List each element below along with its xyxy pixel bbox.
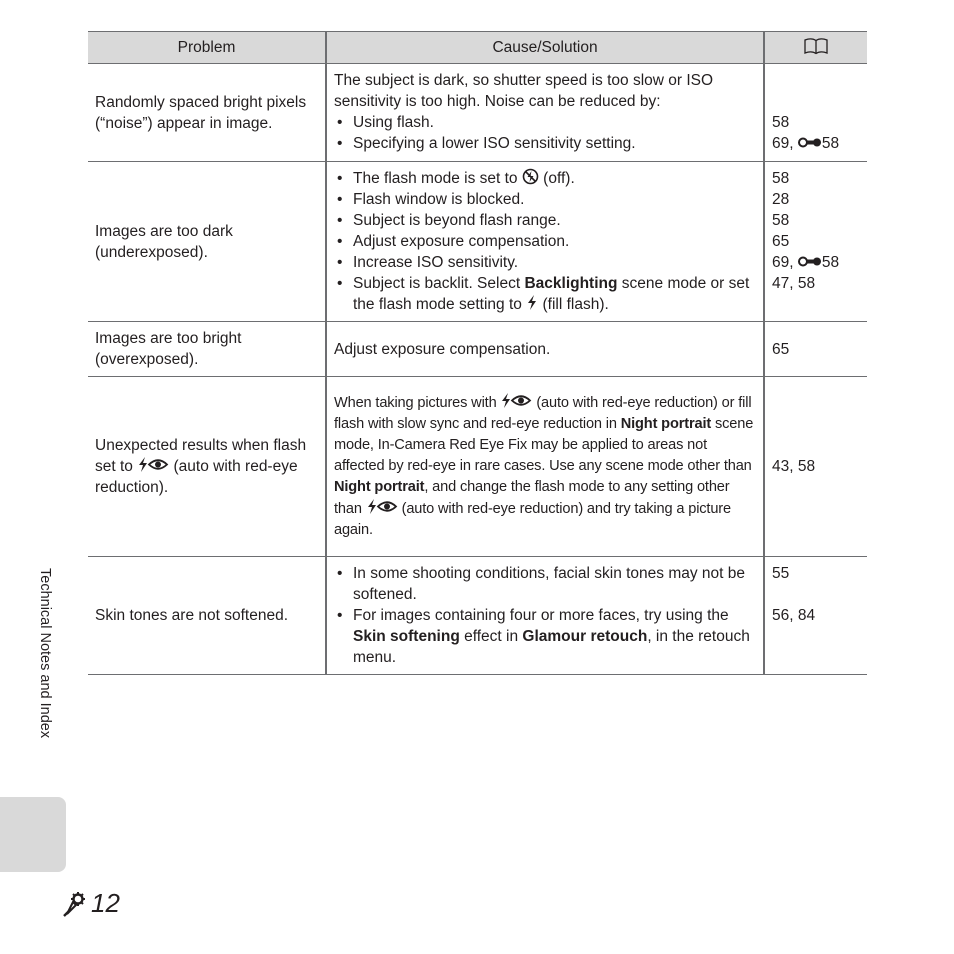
solution-cell: Adjust exposure compensation. — [326, 322, 764, 377]
solution-bullet: • Subject is beyond flash range. — [353, 210, 756, 231]
scene-mode-name: Night portrait — [334, 479, 425, 495]
bullet-text: , in the retouch menu. — [353, 628, 750, 666]
table-row — [88, 162, 867, 322]
flash-off-icon — [522, 168, 539, 185]
solution-bullet — [353, 605, 756, 668]
page-ref-cell — [764, 557, 867, 675]
page-number-text: 12 — [91, 888, 120, 918]
solution-text: (auto with red-eye reduction) or fill flash with slow sync and red-eye reduction in — [334, 395, 752, 432]
page-ref-text: 69, — [772, 254, 798, 271]
problem-cell — [88, 377, 326, 557]
page-ref-cell: 43, 58 — [764, 377, 867, 557]
scene-mode-name: Backlighting — [524, 275, 618, 292]
solution-intro: The subject is dark, so shutter speed is too slow or ISO sensitivity is too high. Noise can be reduced by: — [334, 72, 714, 110]
page-ref-cell: 65 — [764, 322, 867, 377]
page-ref: 58 — [772, 114, 790, 131]
red-eye-flash-icon — [366, 498, 398, 515]
reference-section-icon — [798, 136, 822, 149]
solution-cell — [326, 64, 764, 162]
solution-cell — [326, 557, 764, 675]
page-ref-cell — [764, 162, 867, 322]
problem-cell: Images are too bright (overexposed). — [88, 322, 326, 377]
solution-bullet: • Increase ISO sensitivity. — [353, 252, 756, 273]
section-side-label: Technical Notes and Index — [37, 568, 53, 739]
bullet-text: scene mode or set the flash mode setting to — [353, 275, 750, 313]
bullet-text: (off). — [538, 170, 575, 187]
bullet-text: For images containing four or more faces, try using the — [353, 607, 729, 624]
problem-cell: Images are too dark (underexposed). — [88, 162, 326, 322]
header-problem: Problem — [88, 32, 326, 64]
page-ref-text: 58 — [821, 135, 840, 152]
solution-cell — [326, 377, 764, 557]
solution-text: (auto with red-eye reduction) and try taking a picture again. — [334, 501, 731, 538]
solution-text: , and change the flash mode to any setting other than — [334, 479, 730, 517]
bullet-text: The flash mode is set to — [353, 170, 522, 187]
solution-bullet: • Adjust exposure compensation. — [353, 231, 756, 252]
page-ref: 47, 58 — [772, 275, 816, 292]
technical-notes-icon — [61, 890, 89, 918]
solution-cell — [326, 162, 764, 322]
problem-text: (auto with red-eye reduction). — [95, 458, 298, 496]
table-header-row — [88, 32, 867, 64]
solution-bullet: • Flash window is blocked. — [353, 189, 756, 210]
menu-name: Glamour retouch — [522, 628, 648, 645]
page-ref: 55 — [772, 565, 790, 582]
solution-bullet — [353, 168, 756, 189]
solution-bullet: • Using flash. — [353, 112, 756, 133]
page-ref — [772, 252, 860, 273]
page-ref-cell — [764, 64, 867, 162]
page-ref: 58 — [772, 212, 790, 229]
solution-text: scene mode, In-Camera Red Eye Fix may be applied to areas not affected by red-eye in rare cases. Use any scene mode other than — [334, 416, 754, 474]
header-cause-solution: Cause/Solution — [326, 32, 764, 64]
scene-mode-name: Night portrait — [620, 416, 712, 432]
bullet-text: effect in — [459, 628, 523, 645]
bullet-text: (fill flash). — [538, 296, 609, 313]
section-thumb-tab — [0, 797, 66, 872]
solution-bullet: • Specifying a lower ISO sensitivity setting. — [353, 133, 756, 154]
page-ref: 56, 84 — [772, 607, 816, 624]
troubleshooting-table — [88, 31, 867, 675]
fill-flash-icon — [526, 294, 538, 311]
solution-bullet: • In some shooting conditions, facial skin tones may not be softened. — [353, 563, 756, 605]
effect-name: Skin softening — [353, 628, 460, 645]
red-eye-flash-icon — [137, 456, 169, 473]
red-eye-flash-icon — [500, 392, 532, 409]
problem-cell: Randomly spaced bright pixels (“noise”) appear in image. — [88, 64, 326, 162]
header-page-ref — [764, 32, 867, 64]
page-ref: 28 — [772, 191, 790, 208]
table-row — [88, 64, 867, 162]
table-row — [88, 322, 867, 377]
problem-cell: Skin tones are not softened. — [88, 557, 326, 675]
page-ref: 65 — [772, 233, 790, 250]
page-number — [61, 888, 120, 919]
solution-bullet — [353, 273, 756, 315]
page-ref: 58 — [772, 170, 790, 187]
problem-text: Unexpected results when flash set to — [95, 437, 307, 475]
table-row — [88, 557, 867, 675]
page-ref-text: 58 — [821, 254, 840, 271]
solution-text: When taking pictures with — [334, 395, 501, 411]
reference-section-icon — [798, 255, 822, 268]
book-icon — [803, 37, 829, 55]
table-row — [88, 377, 867, 557]
bullet-text: Subject is backlit. Select — [353, 275, 525, 292]
page-ref — [772, 133, 860, 154]
page-ref-text: 69, — [772, 135, 798, 152]
